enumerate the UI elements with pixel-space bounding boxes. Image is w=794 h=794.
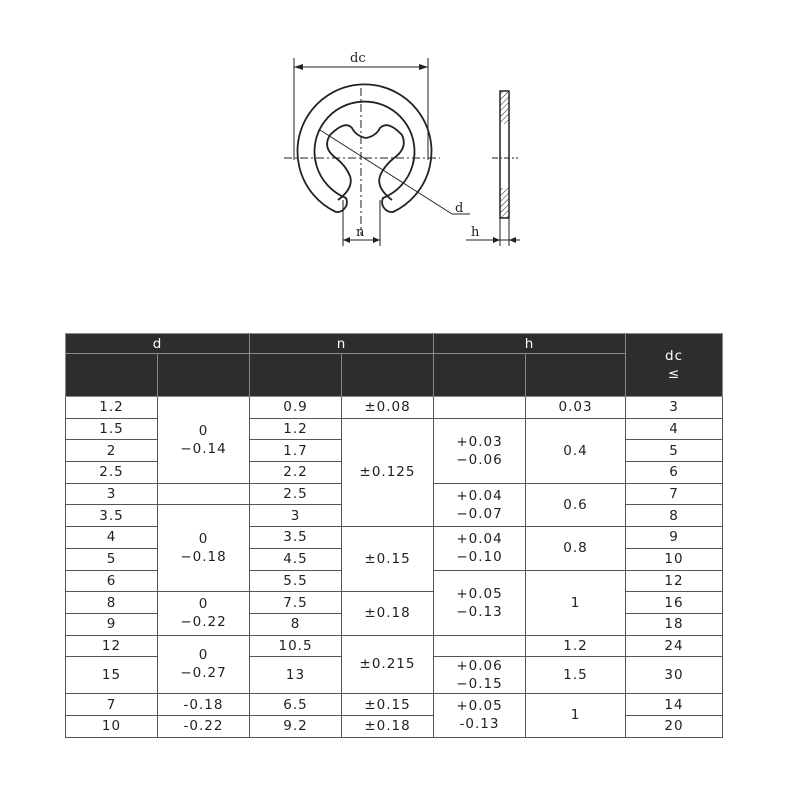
dc-value: 24 bbox=[626, 635, 723, 657]
e-clip-technical-drawing bbox=[0, 0, 794, 300]
n-value: 2.2 bbox=[250, 462, 342, 484]
n-tolerance: ±0.15 bbox=[342, 527, 434, 592]
n-tolerance: ±0.15 bbox=[342, 694, 434, 716]
n-tolerance: ±0.08 bbox=[342, 397, 434, 419]
h-value: 0.6 bbox=[526, 483, 626, 526]
dc-value: 7 bbox=[626, 483, 723, 505]
dc-value: 3 bbox=[626, 397, 723, 419]
e-clip-side-view bbox=[466, 91, 520, 246]
n-value: 1.7 bbox=[250, 440, 342, 462]
d-value: 2.5 bbox=[66, 462, 158, 484]
n-tolerance: ±0.18 bbox=[342, 715, 434, 737]
h-tolerance: +0.06 −0.15 bbox=[434, 657, 526, 694]
d-value: 8 bbox=[66, 592, 158, 614]
n-value: 9.2 bbox=[250, 715, 342, 737]
n-tolerance: ±0.215 bbox=[342, 635, 434, 694]
d-value: 1.2 bbox=[66, 397, 158, 419]
h-tolerance-blank bbox=[434, 635, 526, 657]
d-value: 1.5 bbox=[66, 418, 158, 440]
d-value: 7 bbox=[66, 694, 158, 716]
dc-value: 20 bbox=[626, 715, 723, 737]
d-tolerance-blank bbox=[158, 483, 250, 505]
h-value: 1 bbox=[526, 570, 626, 635]
d-value: 5 bbox=[66, 548, 158, 570]
h-tolerance: +0.04 −0.10 bbox=[434, 527, 526, 570]
header-d: d bbox=[66, 334, 250, 354]
h-value: 0.03 bbox=[526, 397, 626, 419]
dc-value: 12 bbox=[626, 570, 723, 592]
d-value: 6 bbox=[66, 570, 158, 592]
dc-value: 10 bbox=[626, 548, 723, 570]
d-value: 12 bbox=[66, 635, 158, 657]
n-value: 8 bbox=[250, 613, 342, 635]
dc-value: 5 bbox=[626, 440, 723, 462]
header-blank bbox=[526, 354, 626, 397]
h-tolerance-blank bbox=[434, 397, 526, 419]
d-tolerance: 0 −0.14 bbox=[158, 397, 250, 484]
h-value: 1 bbox=[526, 694, 626, 737]
d-tolerance: -0.22 bbox=[158, 715, 250, 737]
header-blank bbox=[434, 354, 526, 397]
dc-value: 14 bbox=[626, 694, 723, 716]
header-blank bbox=[66, 354, 158, 397]
header-dc-sub: ≤ bbox=[667, 366, 681, 382]
dc-value: 16 bbox=[626, 592, 723, 614]
dc-value: 4 bbox=[626, 418, 723, 440]
n-value: 3 bbox=[250, 505, 342, 527]
e-clip-front-view bbox=[298, 84, 432, 212]
n-value: 13 bbox=[250, 657, 342, 694]
header-h: h bbox=[434, 334, 626, 354]
n-value: 10.5 bbox=[250, 635, 342, 657]
header-blank bbox=[250, 354, 342, 397]
h-tolerance: +0.05 -0.13 bbox=[434, 694, 526, 737]
h-value: 1.2 bbox=[526, 635, 626, 657]
d-value: 10 bbox=[66, 715, 158, 737]
h-value: 0.8 bbox=[526, 527, 626, 570]
n-dimension-label: n bbox=[356, 225, 365, 240]
dc-value: 6 bbox=[626, 462, 723, 484]
d-value: 15 bbox=[66, 657, 158, 694]
d-tolerance: -0.18 bbox=[158, 694, 250, 716]
n-tolerance: ±0.125 bbox=[342, 418, 434, 526]
header-blank bbox=[158, 354, 250, 397]
header-dc bbox=[626, 334, 723, 397]
d-value: 4 bbox=[66, 527, 158, 549]
h-dimension-label: h bbox=[471, 225, 480, 240]
n-value: 3.5 bbox=[250, 527, 342, 549]
d-value: 3.5 bbox=[66, 505, 158, 527]
n-value: 0.9 bbox=[250, 397, 342, 419]
h-tolerance: +0.05 −0.13 bbox=[434, 570, 526, 635]
header-dc-label: dc bbox=[665, 348, 684, 364]
n-value: 5.5 bbox=[250, 570, 342, 592]
dc-value: 18 bbox=[626, 613, 723, 635]
h-tolerance: +0.04 −0.07 bbox=[434, 483, 526, 526]
h-tolerance: +0.03 −0.06 bbox=[434, 418, 526, 483]
h-value: 0.4 bbox=[526, 418, 626, 483]
d-value: 2 bbox=[66, 440, 158, 462]
d-value: 9 bbox=[66, 613, 158, 635]
header-blank bbox=[342, 354, 434, 397]
d-dimension-label: d bbox=[455, 201, 464, 216]
header-n: n bbox=[250, 334, 434, 354]
n-value: 4.5 bbox=[250, 548, 342, 570]
e-clip-dimension-table bbox=[65, 333, 723, 738]
n-value: 1.2 bbox=[250, 418, 342, 440]
dc-dimension-label: dc bbox=[350, 51, 366, 66]
d-tolerance: 0 −0.18 bbox=[158, 505, 250, 592]
h-value: 1.5 bbox=[526, 657, 626, 694]
n-value: 2.5 bbox=[250, 483, 342, 505]
n-tolerance: ±0.18 bbox=[342, 592, 434, 635]
d-value: 3 bbox=[66, 483, 158, 505]
dc-value: 9 bbox=[626, 527, 723, 549]
d-tolerance: 0 −0.27 bbox=[158, 635, 250, 694]
n-value: 6.5 bbox=[250, 694, 342, 716]
d-tolerance: 0 −0.22 bbox=[158, 592, 250, 635]
dc-value: 8 bbox=[626, 505, 723, 527]
n-value: 7.5 bbox=[250, 592, 342, 614]
dc-value: 30 bbox=[626, 657, 723, 694]
